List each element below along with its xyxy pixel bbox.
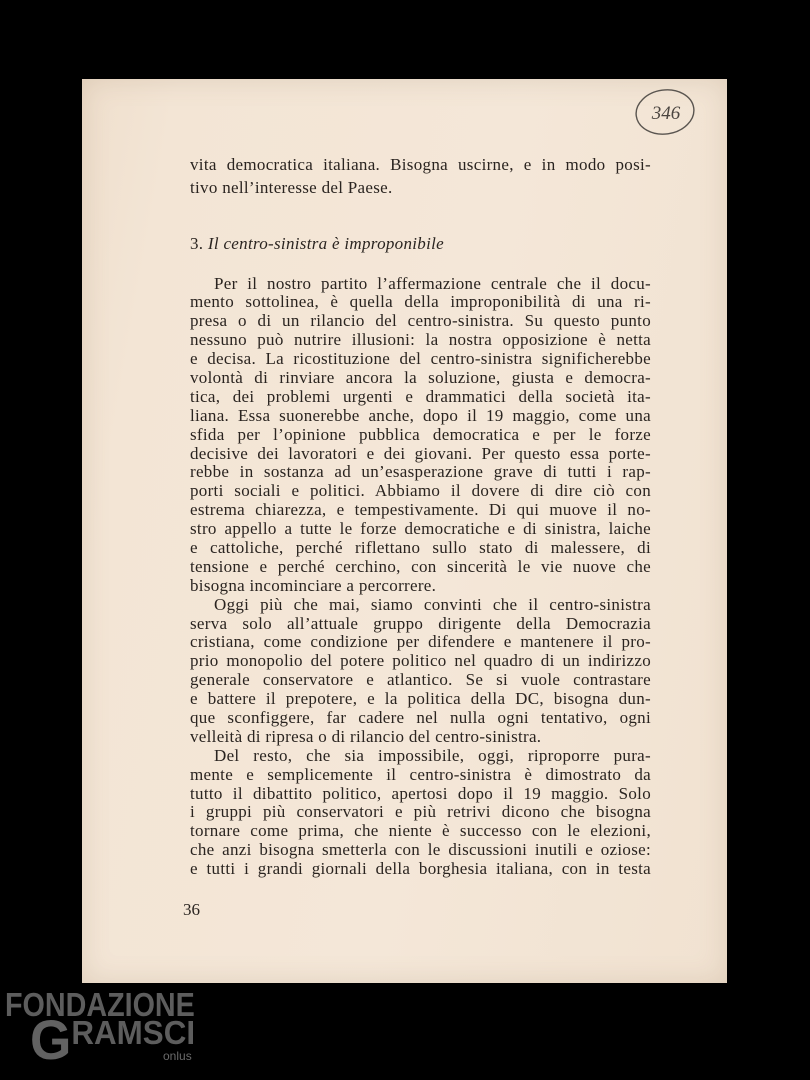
text-line: e battere il prepotere, e la politica della DC, bisogna dun- xyxy=(190,690,651,709)
text-line: velleità di ripresa o di rilancio del centro-sinistra. xyxy=(190,727,542,746)
text-line: bisogna incominciare a percorrere. xyxy=(190,576,437,595)
body-text xyxy=(190,275,651,880)
text-line: rebbe in sostanza ad un’esasperazione grave di tutti i rap- xyxy=(190,463,651,482)
text-line: estrema chiarezza, e tempestivamente. Di qui muove il no- xyxy=(190,501,651,520)
logo-line-fondazione: FONDAZIONE xyxy=(5,988,195,1023)
paragraph xyxy=(190,747,651,879)
paragraph xyxy=(190,275,651,596)
section-number: 3. xyxy=(190,234,204,253)
text-line: e tutti i grandi giornali della borghesia italiana, con in testa xyxy=(190,860,651,879)
text-line: Oggi più che mai, siamo convinti che il centro-sinistra xyxy=(214,595,651,614)
text-line: Del resto, che sia impossibile, oggi, riproporre pura- xyxy=(214,746,651,765)
archive-number: 346 xyxy=(651,103,681,124)
text-line: presa o di un rilancio del centro-sinistra. Su questo punto xyxy=(190,312,651,331)
text-line: volontà di rinviare ancora la soluzione, giusta e democra- xyxy=(190,368,651,387)
text-line: porti sociali e politici. Abbiamo il dovere di dire ciò con xyxy=(190,482,651,501)
text-line: sfida per l’opinione pubblica democratica e per le forze xyxy=(190,425,651,444)
archive-number-annotation xyxy=(633,87,697,137)
text-line: mento sottolinea, è quella della improponibilità di una ri- xyxy=(190,293,651,312)
text-line: vita democratica italiana. Bisogna uscirne, e in modo posi- xyxy=(190,154,651,174)
text-line: nessuno può nutrire illusioni: la nostra opposizione è netta xyxy=(190,331,651,350)
section-title: Il centro-sinistra è improponibile xyxy=(207,234,444,253)
text-line: che anzi bisogna smetterla con le discussioni inutili e oziose: xyxy=(190,841,651,860)
text-line: generale conservatore e atlantico. Se si vuole contrastare xyxy=(190,671,651,690)
text-line: e cattoliche, perché riflettano sullo stato di malessere, di xyxy=(190,538,651,557)
text-line: tivo nell’interesse del Paese. xyxy=(190,177,393,197)
text-line: serva solo all’attuale gruppo dirigente della Democrazia xyxy=(190,614,651,633)
logo-line-gramsci: GRAMSCI xyxy=(30,1008,196,1070)
text-line: tutto il dibattito politico, apertosi dopo il 19 maggio. Solo xyxy=(190,784,651,803)
text-line: stro appello a tutte le forze democratiche e di sinistra, laiche xyxy=(190,520,651,539)
text-line: i gruppi più conservatori e più retrivi dicono che bisogna xyxy=(190,803,651,822)
text-line: que sconfiggere, far cadere nel nulla ogni tentativo, ogni xyxy=(190,708,651,727)
text-line: prio monopolio del potere politico nel quadro di un indirizzo xyxy=(190,652,651,671)
text-line: cristiana, come condizione per difendere e mantenere il pro- xyxy=(190,633,651,652)
text-line: tornare come prima, che niente è successo con le elezioni, xyxy=(190,822,651,841)
intro-paragraph xyxy=(190,153,651,199)
text-line: mente e semplicemente il centro-sinistra è dimostrato da xyxy=(190,765,651,784)
text-line: e decisa. La ricostituzione del centro-sinistra significherebbe xyxy=(190,350,651,369)
text-line: decisive dei lavoratori e dei giovani. Per questo essa porte- xyxy=(190,444,651,463)
paragraph xyxy=(190,596,651,747)
logo-suffix: onlus xyxy=(163,1049,192,1063)
section-heading xyxy=(190,233,651,255)
text-line: tensione e perché cerchino, con sincerità le vie nuove che xyxy=(190,557,651,576)
text-line: tica, dei problemi urgenti e drammatici della società ita- xyxy=(190,387,651,406)
page-number: 36 xyxy=(183,900,200,919)
text-line: Per il nostro partito l’affermazione centrale che il docu- xyxy=(214,274,651,293)
text-line: liana. Essa suonerebbe anche, dopo il 19 maggio, come una xyxy=(190,406,651,425)
fondazione-gramsci-logo xyxy=(5,988,205,1070)
